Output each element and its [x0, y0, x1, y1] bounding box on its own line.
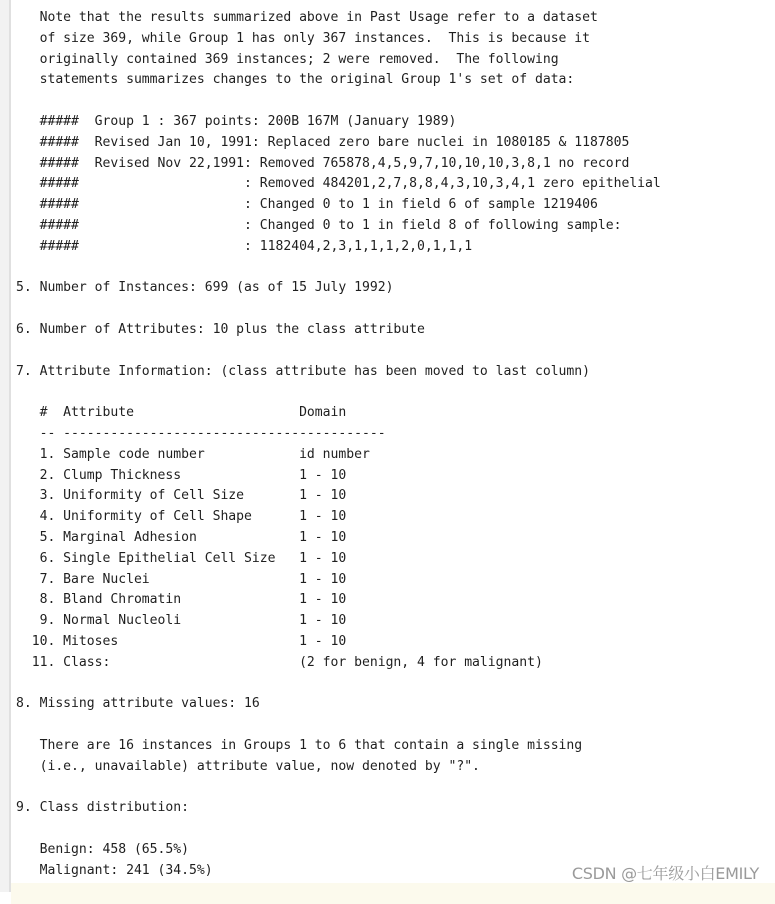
text-line: of size 369, while Group 1 has only 367 instances. This is because it	[16, 30, 591, 46]
section-heading: 8. Missing attribute values: 16	[16, 696, 260, 712]
editor-gutter	[0, 0, 11, 892]
table-row: 8. Bland Chromatin 1 - 10	[16, 592, 347, 608]
text-line: ##### : Removed 484201,2,7,8,8,4,3,10,3,4,1 zero epithelial	[16, 176, 661, 192]
text-line: Malignant: 241 (34.5%)	[16, 862, 213, 878]
text-line	[16, 777, 775, 798]
text-line: Benign: 458 (65.5%)	[16, 841, 189, 857]
table-divider: -- -----------------------------------------	[16, 425, 386, 441]
table-row: 7. Bare Nuclei 1 - 10	[16, 571, 347, 587]
table-row: 11. Class: (2 for benign, 4 for malignant)	[16, 654, 543, 670]
text-line	[16, 715, 775, 736]
text-line: ##### : Changed 0 to 1 in field 8 of following sample:	[16, 217, 622, 233]
text-line: ##### Group 1 : 367 points: 200B 167M (January 1989)	[16, 113, 457, 129]
text-line	[16, 91, 775, 112]
text-line	[16, 341, 775, 362]
text-line: originally contained 369 instances; 2 were removed. The following	[16, 51, 559, 67]
section-heading: 9. Class distribution:	[16, 800, 189, 816]
table-row: 3. Uniformity of Cell Size 1 - 10	[16, 488, 347, 504]
text-line	[16, 258, 775, 279]
table-row: 6. Single Epithelial Cell Size 1 - 10	[16, 550, 347, 566]
table-row: 2. Clump Thickness 1 - 10	[16, 467, 347, 483]
text-line	[16, 674, 775, 695]
text-line: (i.e., unavailable) attribute value, now denoted by "?".	[16, 758, 480, 774]
text-editor[interactable]	[16, 8, 775, 881]
table-row: 4. Uniformity of Cell Shape 1 - 10	[16, 509, 347, 525]
section-heading: 5. Number of Instances: 699 (as of 15 July 1992)	[16, 280, 394, 296]
text-line	[16, 299, 775, 320]
section-heading: 6. Number of Attributes: 10 plus the class attribute	[16, 321, 425, 337]
text-line: ##### : 1182404,2,3,1,1,1,2,0,1,1,1	[16, 238, 473, 254]
table-row: 5. Marginal Adhesion 1 - 10	[16, 529, 347, 545]
text-line: Note that the results summarized above in Past Usage refer to a dataset	[16, 10, 598, 25]
text-line: statements summarizes changes to the original Group 1's set of data:	[16, 72, 575, 88]
text-line: ##### : Changed 0 to 1 in field 6 of sample 1219406	[16, 197, 598, 213]
table-row: 1. Sample code number id number	[16, 446, 370, 462]
section-heading: 7. Attribute Information: (class attribute has been moved to last column)	[16, 363, 591, 379]
text-line: There are 16 instances in Groups 1 to 6 that contain a single missing	[16, 737, 583, 753]
text-line: ##### Revised Nov 22,1991: Removed 765878,4,5,9,7,10,10,10,3,8,1 no record	[16, 155, 630, 171]
table-row: 10. Mitoses 1 - 10	[16, 633, 347, 649]
text-line: ##### Revised Jan 10, 1991: Replaced zero bare nuclei in 1080185 & 1187805	[16, 134, 630, 150]
text-line	[16, 382, 775, 403]
current-line-highlight	[11, 883, 775, 904]
watermark: CSDN @七年级小白EMILY	[571, 864, 759, 883]
text-line	[16, 819, 775, 840]
table-header: # Attribute Domain	[16, 405, 347, 421]
table-row: 9. Normal Nucleoli 1 - 10	[16, 613, 347, 629]
